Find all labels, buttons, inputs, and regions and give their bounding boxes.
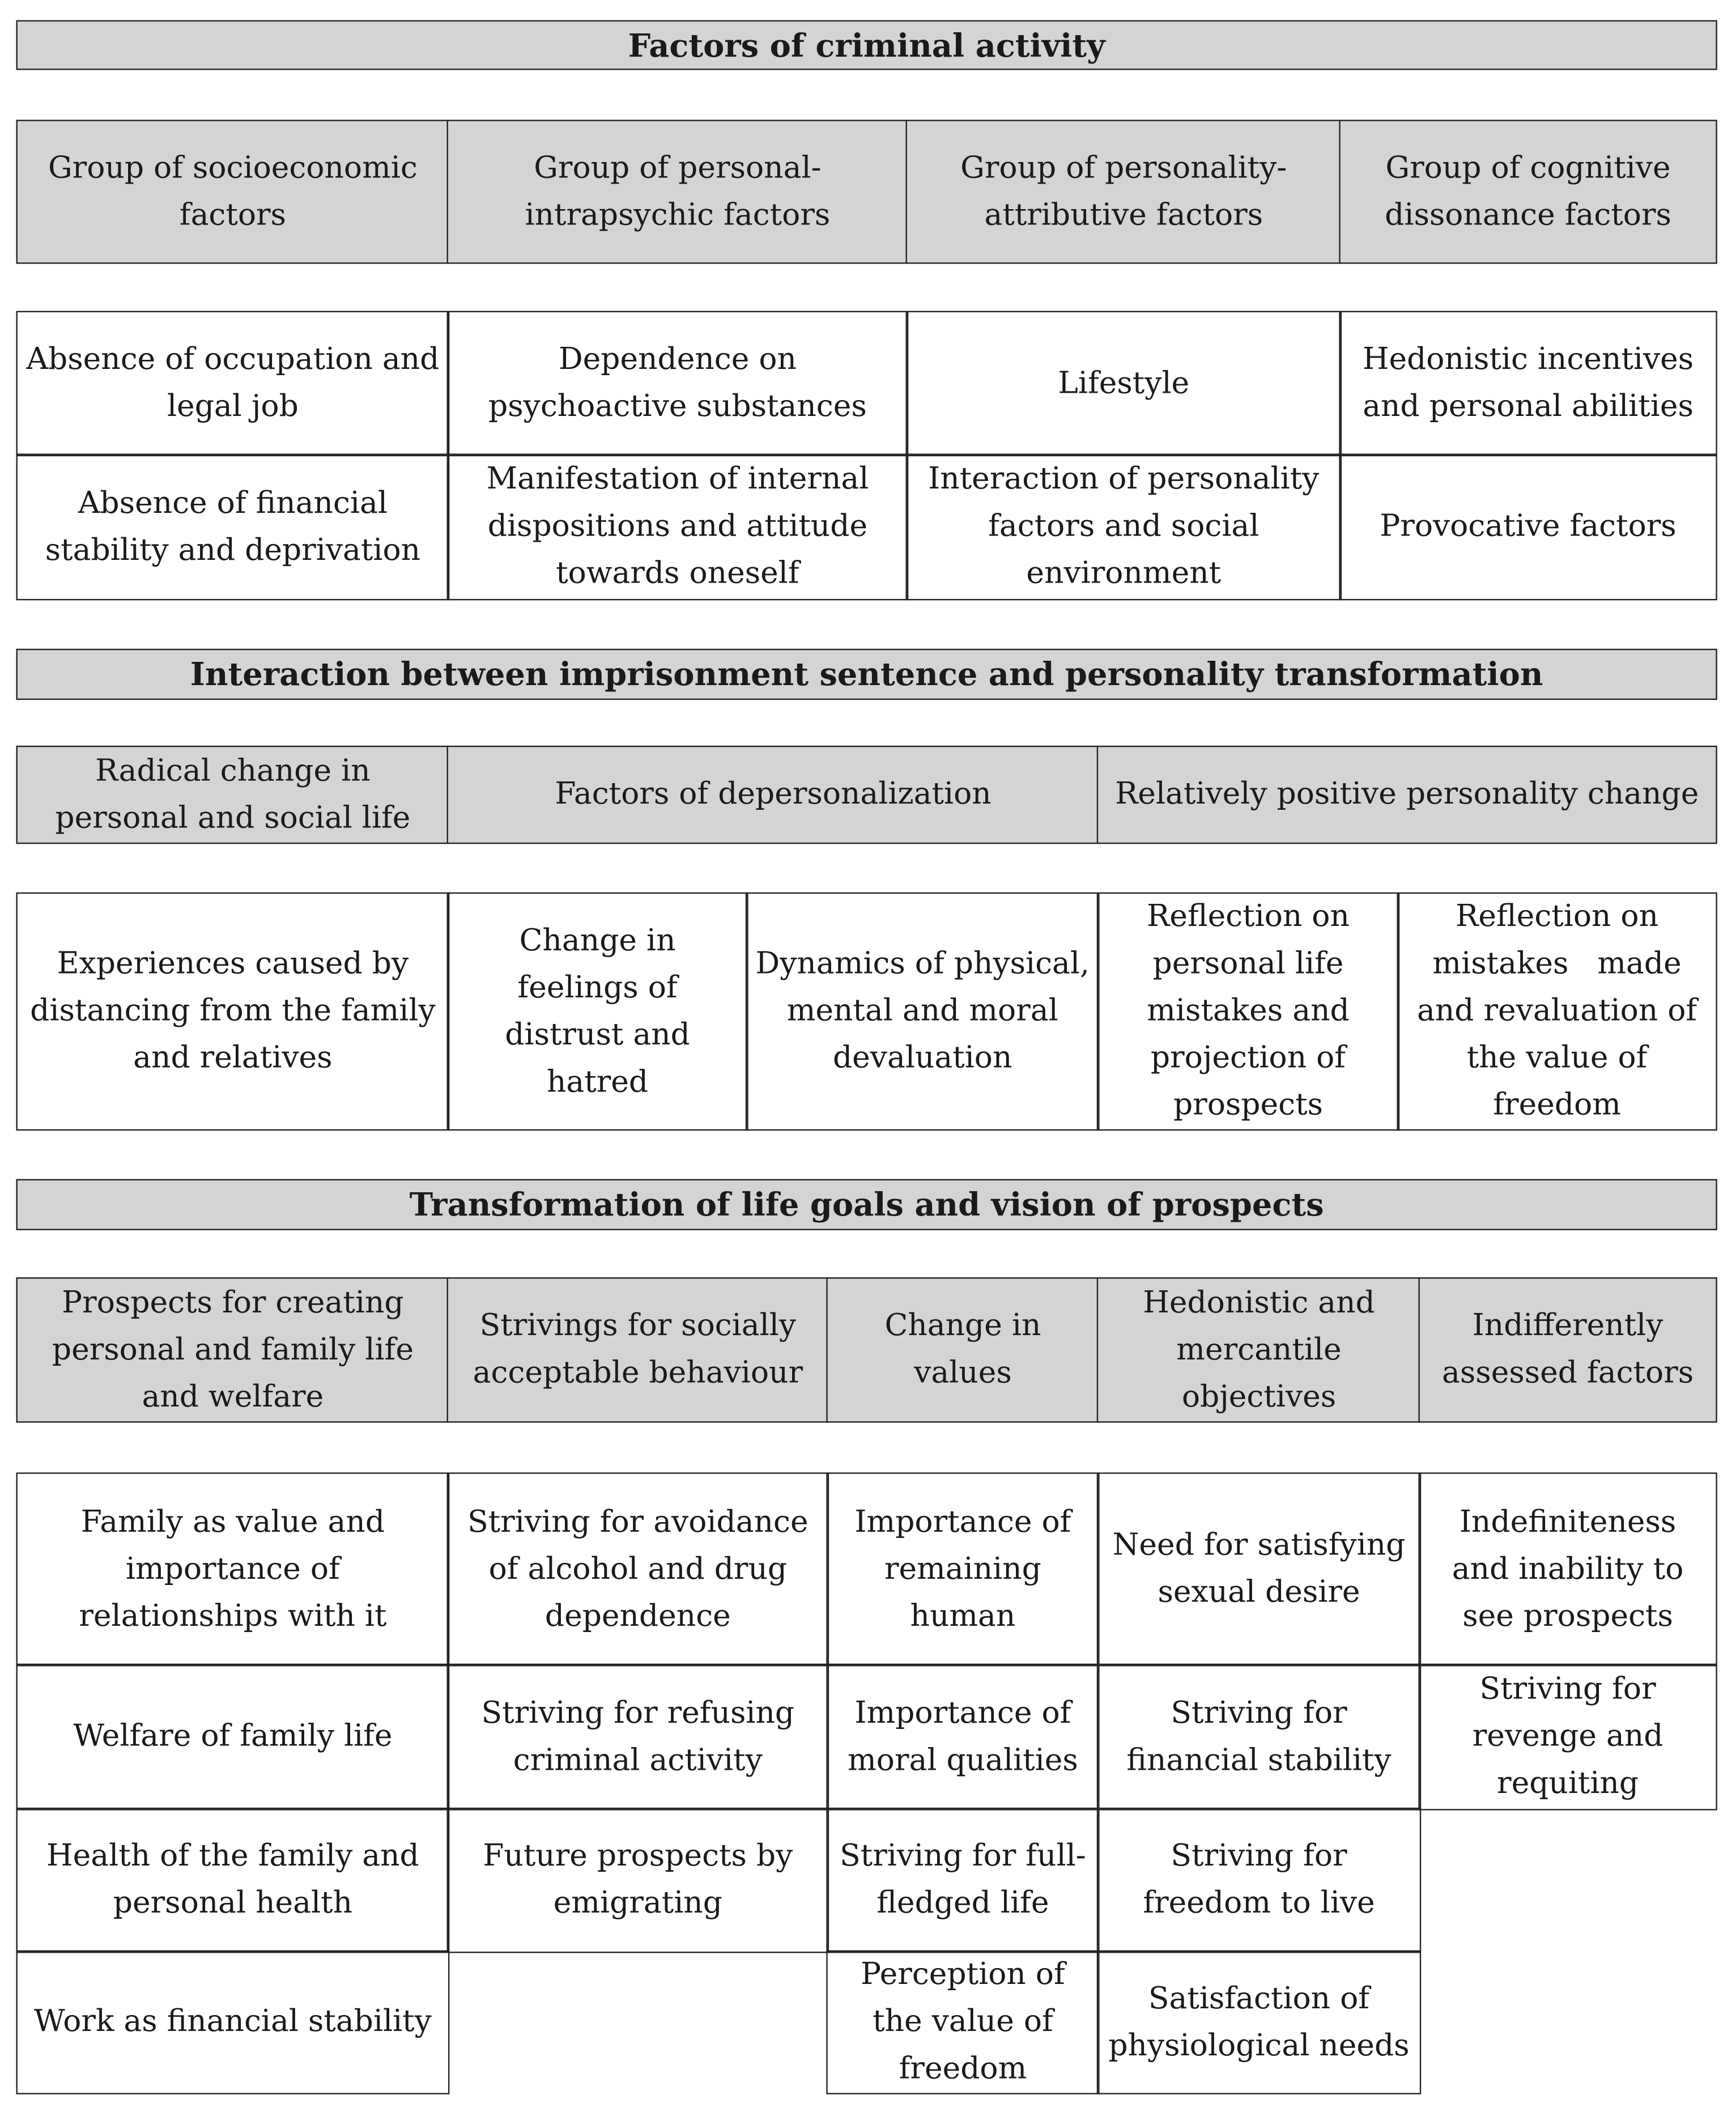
section1-item: Dependence on psychoactive substances [447, 311, 909, 457]
section3-item: Health of the family and personal health [16, 1808, 450, 1953]
section3-item: Striving for avoidance of alcohol and drug dependence [447, 1472, 829, 1666]
section1-group-cognitive-dissonance: Group of cognitive dissonance factors [1339, 120, 1717, 264]
section3-item: Family as value and importance of relationships with it [16, 1472, 450, 1666]
section3-item: Striving for revenge and requiting [1418, 1664, 1717, 1811]
section3-item: Striving for freedom to live [1097, 1808, 1421, 1953]
section1-item: Manifestation of internal dispositions and attitude towards oneself [447, 453, 909, 600]
section3-item: Importance of remaining human [826, 1472, 1099, 1666]
section3-item: Importance of moral qualities [826, 1664, 1099, 1811]
section3-group-family-prospects: Prospects for creating personal and family life and welfare [16, 1277, 450, 1423]
section2-item: Experiences caused by distancing from the family and relatives [16, 893, 450, 1131]
section1-item: Hedonistic incentives and personal abilities [1339, 311, 1717, 457]
section2-group-depersonalization: Factors of depersonalization [447, 746, 1100, 844]
section3-item: Need for satisfying sexual desire [1097, 1472, 1421, 1666]
section3-item: Satisfaction of physiological needs [1097, 1950, 1421, 2094]
section3-item: Future prospects by emigrating [447, 1808, 829, 1953]
section3-item: Indefiniteness and inability to see prospects [1418, 1472, 1717, 1666]
section3-item: Striving for refusing criminal activity [447, 1664, 829, 1811]
section2-item: Change in feelings of distrust and hatred [447, 893, 748, 1131]
section2-title: Interaction between imprisonment sentence and personality transformation [16, 649, 1717, 700]
section3-item: Striving for financial stability [1097, 1664, 1421, 1811]
section3-item: Welfare of family life [16, 1664, 450, 1811]
section1-item: Absence of occupation and legal job [16, 311, 450, 457]
section3-title: Transformation of life goals and vision of prospects [16, 1179, 1717, 1230]
section3-group-indifferent: Indifferently assessed factors [1418, 1277, 1717, 1423]
section2-group-radical-change: Radical change in personal and social life [16, 746, 450, 844]
section2-group-positive-change: Relatively positive personality change [1097, 746, 1717, 844]
section3-group-socially-acceptable: Strivings for socially acceptable behaviour [447, 1277, 829, 1423]
section1-title: Factors of criminal activity [16, 20, 1717, 70]
section1-item: Provocative factors [1339, 453, 1717, 600]
section3-item: Striving for full-fledged life [826, 1808, 1099, 1953]
section2-item: Reflection on personal life mistakes and projection of prospects [1097, 893, 1399, 1131]
section3-item: Perception of the value of freedom [826, 1950, 1099, 2094]
section1-group-socioeconomic: Group of socioeconomic factors [16, 120, 450, 264]
section1-item: Absence of financial stability and deprivation [16, 453, 450, 600]
section1-item: Lifestyle [906, 311, 1342, 457]
section2-item: Reflection on mistakes made and revaluation of the value of freedom [1397, 893, 1717, 1131]
section3-group-hedonistic-mercantile: Hedonistic and mercantile objectives [1097, 1277, 1421, 1423]
section1-item: Interaction of personality factors and social environment [906, 453, 1342, 600]
section1-group-personality-attributive: Group of personality-attributive factors [906, 120, 1342, 264]
section2-item: Dynamics of physical, mental and moral devaluation [746, 893, 1100, 1131]
section3-item: Work as financial stability [16, 1950, 450, 2094]
section3-group-change-in-values: Change in values [826, 1277, 1099, 1423]
section1-group-personal-intrapsychic: Group of personal-intrapsychic factors [447, 120, 909, 264]
